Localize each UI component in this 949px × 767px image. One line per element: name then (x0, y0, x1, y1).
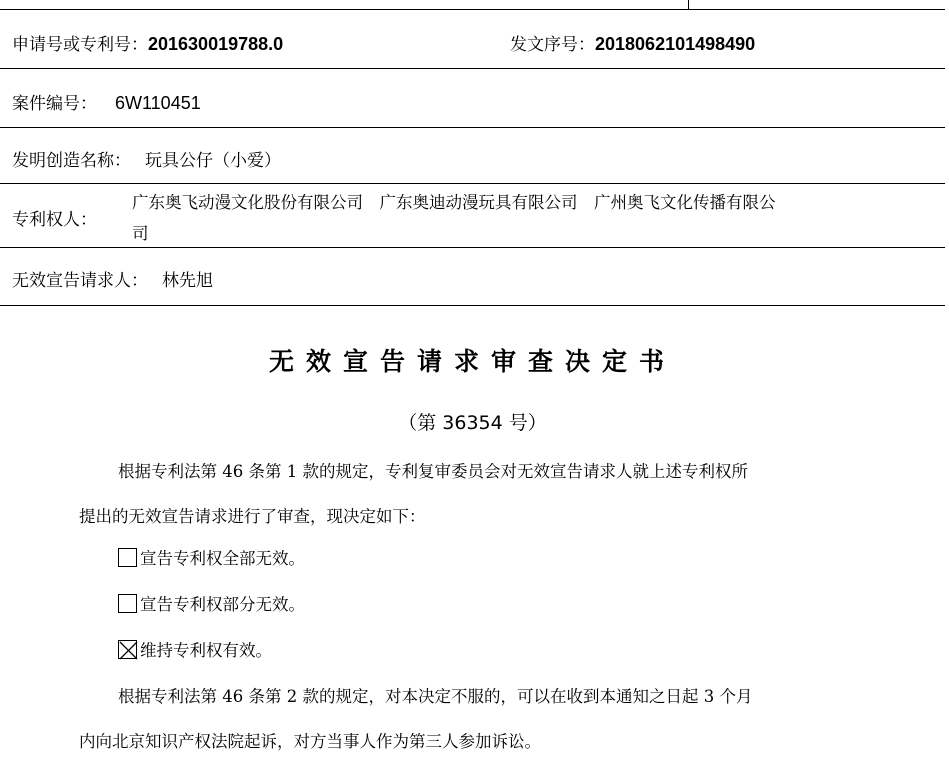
dispatch-number: 2018062101498490 (595, 34, 756, 54)
requester-row (12, 266, 213, 291)
table-bottom-line (0, 305, 945, 306)
option-invalidate-part (118, 591, 305, 615)
case-number-row (12, 89, 201, 114)
paragraph-2-line-1: 根据专利法第 46 条第 2 款的规定，对本决定不服的，可以在收到本通知之日起 3 个月 (118, 687, 753, 706)
checkbox-empty-icon (118, 548, 137, 567)
paragraph-1-line-1: 根据专利法第 46 条第 1 款的规定，专利复审委员会对无效宣告请求人就上述专利权所 (118, 462, 748, 481)
requester-label: 无效宣告请求人： (12, 271, 148, 291)
option-invalidate-all (118, 545, 305, 569)
application-number-label: 申请号或专利号： (12, 35, 148, 55)
case-number-label: 案件编号： (12, 94, 97, 114)
table-line (0, 127, 945, 128)
application-number-row (12, 30, 283, 55)
paragraph-2-line-2: 内向北京知识产权法院起诉，对方当事人作为第三人参加诉讼。 (79, 732, 541, 751)
patentee-line-2: 司 (132, 224, 149, 243)
application-number: 201630019788.0 (148, 34, 284, 54)
case-number: 6W110451 (115, 93, 201, 113)
option-maintain-valid (118, 637, 272, 661)
option-label: 宣告专利权部分无效。 (140, 595, 305, 614)
patentee-label: 专利权人： (12, 210, 97, 230)
option-label: 宣告专利权全部无效。 (140, 549, 305, 568)
checkbox-crossed-icon (118, 640, 137, 659)
table-divider (688, 0, 689, 10)
decision-number: （第 36354 号） (398, 412, 547, 434)
table-line (0, 183, 945, 184)
option-label: 维持专利权有效。 (140, 641, 272, 660)
table-line (0, 68, 945, 69)
invention-name: 玩具公仔（小爱） (145, 151, 281, 171)
document-title: 无效宣告请求审查决定书 (268, 347, 676, 376)
dispatch-number-row (510, 30, 755, 55)
table-top-line (0, 9, 945, 10)
dispatch-number-label: 发文序号： (510, 35, 595, 55)
table-line (0, 247, 945, 248)
patentee-line-1: 广东奥飞动漫文化股份有限公司 广东奥迪动漫玩具有限公司 广州奥飞文化传播有限公 (132, 193, 776, 212)
invention-name-label: 发明创造名称： (12, 151, 131, 171)
invention-name-row (12, 146, 281, 171)
paragraph-1-line-2: 提出的无效宣告请求进行了审查，现决定如下： (79, 507, 426, 526)
checkbox-empty-icon (118, 594, 137, 613)
requester-name: 林先旭 (162, 271, 213, 291)
